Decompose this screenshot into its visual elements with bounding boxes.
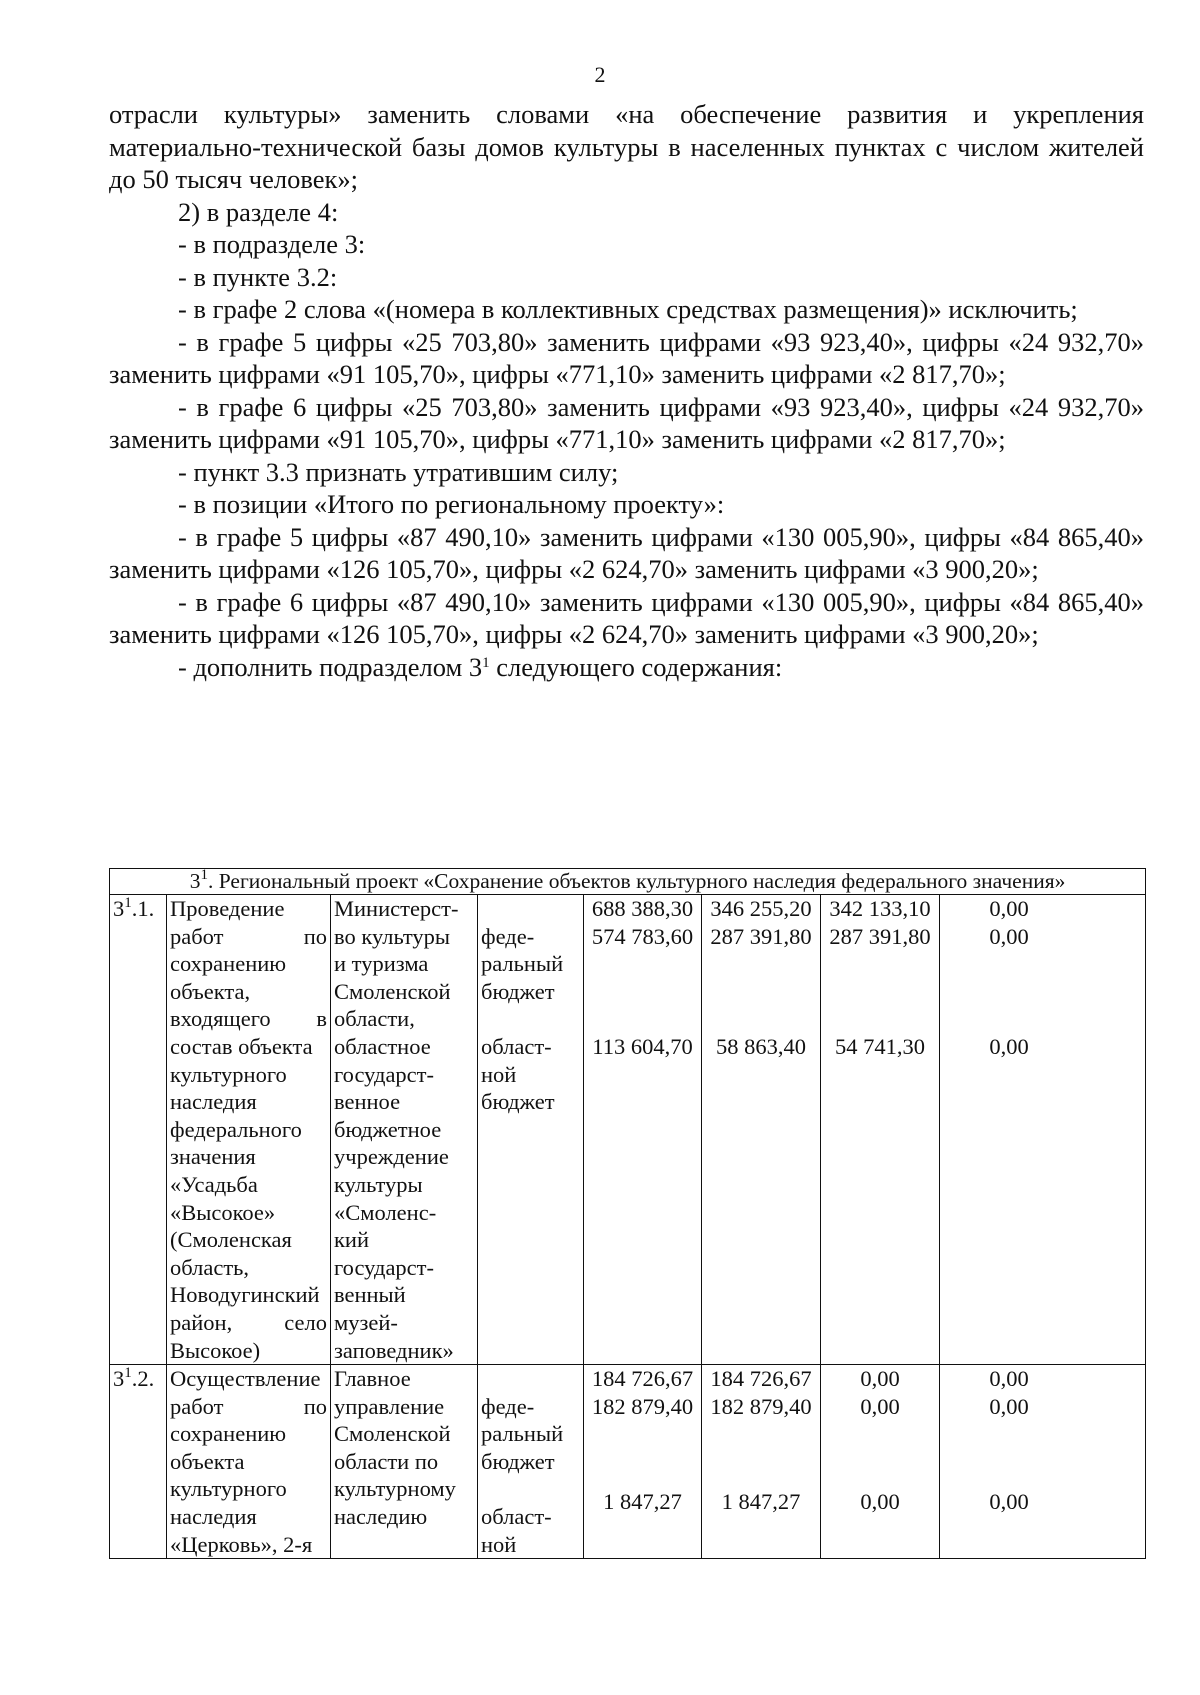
- funding-source: феде- ральный бюджет област- ной бюджет: [478, 895, 584, 1365]
- section-header: $3^1$. Региональный проект «Сохранение объектов культурного наследия федерального значения»: [110, 869, 1146, 895]
- paragraph: - в подразделе 3:: [178, 229, 366, 259]
- row-number: $3^1.1$.: [110, 895, 167, 1365]
- amount-total: 688 388,30 574 783,60 113 604,70: [584, 895, 702, 1365]
- paragraph: - в позиции «Итого по региональному проекту»:: [178, 489, 725, 519]
- paragraph: - в пункте 3.2:: [178, 261, 338, 292]
- table-row: [110, 1365, 1146, 1559]
- amount-year-2: 342 133,10 287 391,80 54 741,30: [821, 895, 940, 1365]
- amendment-table: [109, 868, 1146, 1559]
- paragraph: - в графе 6 цифры «25 703,80» заменить цифрами «93 923,40», цифры «24 932,70» заменить цифрами «91 105,70», цифры «771,10» заменить цифрами «2 817,70»;: [109, 391, 1144, 454]
- executor: Главное управление Смоленской области по культурному наследию: [331, 1365, 478, 1559]
- paragraph: отрасли культуры» заменить словами «на обеспечение развития и укрепления материально-технической базы домов культуры в населенных пунктах с числом жителей до 50 тысяч человек»;: [109, 99, 1144, 194]
- intro-line: - дополнить подразделом $3^1$ следующего содержания:: [178, 651, 783, 682]
- paragraph: 2) в разделе 4:: [178, 196, 339, 227]
- paragraph: - в графе 2 слова «(номера в коллективных средствах размещения)» исключить;: [178, 294, 1078, 324]
- paragraph: - в графе 5 цифры «87 490,10» заменить цифрами «130 005,90», цифры «84 865,40» заменить цифрами «126 105,70», цифры «2 624,70» заменить цифрами «3 900,20»;: [109, 521, 1144, 584]
- paragraph: - в графе 5 цифры «25 703,80» заменить цифрами «93 923,40», цифры «24 932,70» заменить цифрами «91 105,70», цифры «771,10» заменить цифрами «2 817,70»;: [109, 326, 1144, 389]
- paragraph: - в графе 6 цифры «87 490,10» заменить цифрами «130 005,90», цифры «84 865,40» заменить цифрами «126 105,70», цифры «2 624,70» заменить цифрами «3 900,20»;: [109, 586, 1144, 649]
- table-header-row: [110, 869, 1146, 895]
- amount-total: 184 726,67 182 879,40 1 847,27: [584, 1365, 702, 1559]
- amount-year-3: 0,00 0,00 0,00: [940, 895, 1146, 1365]
- row-number: $3^1.2$.: [110, 1365, 167, 1559]
- event-name: Осуществление работ по сохранению объекта культурного наследия «Церковь», 2-я: [167, 1365, 331, 1559]
- event-name: Проведение работ по сохранению объекта, входящего в состав объекта культурного наследия федерального значения «Усадьба «Высокое» (Смоленская область, Новодугинский район, село Высокое): [167, 895, 331, 1365]
- funding-source: феде- ральный бюджет област- ной: [478, 1365, 584, 1559]
- table-row: [110, 895, 1146, 1365]
- amount-year-1: 346 255,20 287 391,80 58 863,40: [702, 895, 821, 1365]
- amount-year-2: 0,00 0,00 0,00: [821, 1365, 940, 1559]
- page-number: 2: [594, 62, 606, 87]
- document-body: [109, 98, 1144, 683]
- executor: Министерст- во культуры и туризма Смоленской области, областное государст- венное бюджетное учреждение культуры «Смоленс- кий государст- венный музей- заповедник»: [331, 895, 478, 1365]
- amount-year-3: 0,00 0,00 0,00: [940, 1365, 1146, 1559]
- paragraph: - пункт 3.3 признать утратившим силу;: [178, 456, 619, 487]
- amount-year-1: 184 726,67 182 879,40 1 847,27: [702, 1365, 821, 1559]
